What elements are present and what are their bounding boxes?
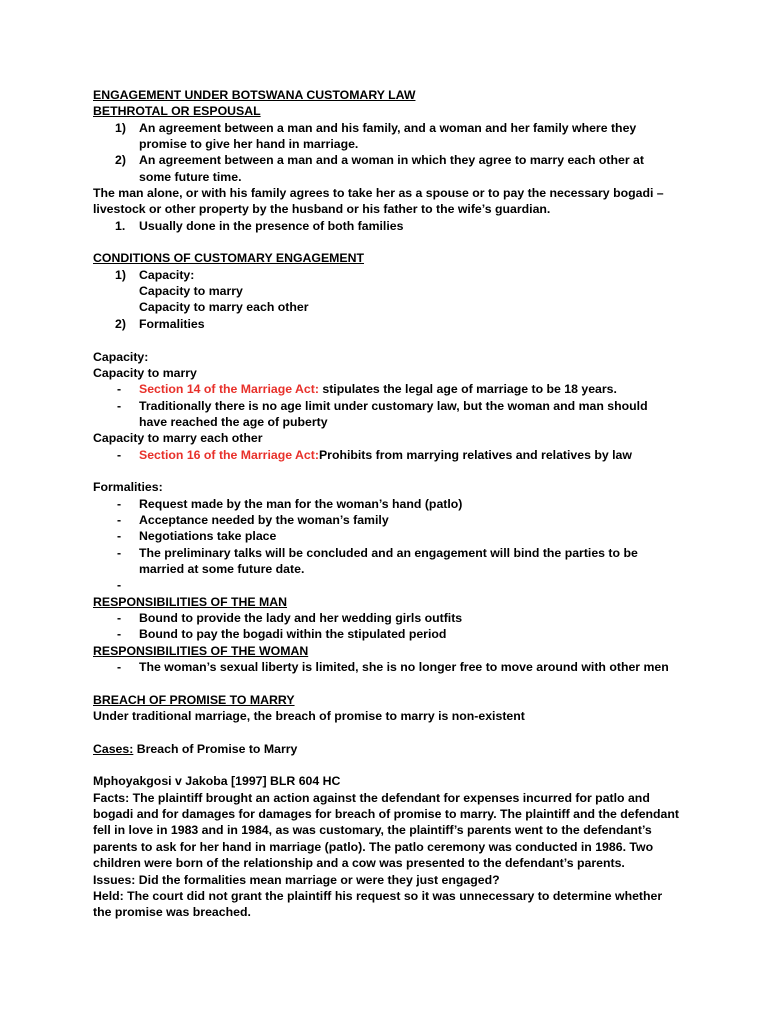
- dash-bullet: -: [117, 496, 122, 511]
- list-item: [0, 152, 768, 168]
- list-item-text: An agreement between a man and his family, and a woman and her family where they: [139, 120, 637, 135]
- blank-line: [0, 332, 768, 348]
- case-facts-line: Facts: The plaintiff brought an action against the defendant for expenses incurred for patlo and: [93, 790, 650, 805]
- bullet-item: [0, 381, 768, 397]
- betrothal-heading: BETHROTAL OR ESPOUSAL: [93, 104, 261, 119]
- dash-bullet: -: [117, 447, 122, 462]
- bullet-item: [0, 659, 768, 675]
- bullet-text: The preliminary talks will be concluded and an engagement will bind the parties to be: [139, 545, 638, 560]
- cases-label: Cases:: [93, 741, 134, 756]
- bullet-text: The woman’s sexual liberty is limited, she is no longer free to move around with other men: [139, 660, 669, 675]
- capacity-subheading: Capacity to marry: [93, 365, 197, 380]
- dash-bullet: -: [117, 512, 122, 527]
- conditions-heading: CONDITIONS OF CUSTOMARY ENGAGEMENT: [93, 251, 364, 266]
- empty-bullet: [0, 577, 768, 593]
- list-number: 1.: [115, 218, 126, 233]
- list-item: [0, 218, 768, 234]
- list-number: 2): [115, 316, 126, 331]
- document-title: ENGAGEMENT UNDER BOTSWANA CUSTOMARY LAW: [93, 88, 416, 102]
- bullet-item: [0, 528, 768, 544]
- case-name: Mphoyakgosi v Jakoba [1997] BLR 604 HC: [93, 774, 341, 789]
- list-number: 1): [115, 267, 126, 282]
- blank-line: [0, 463, 768, 479]
- list-item: [0, 120, 768, 136]
- list-item-text: Formalities: [139, 316, 205, 331]
- blank-line: [0, 724, 768, 740]
- blank-line: [0, 757, 768, 773]
- bullet-text: Traditionally there is no age limit under customary law, but the woman and man should: [139, 398, 648, 413]
- bullet-item: [0, 626, 768, 642]
- case-facts-line: fell in love in 1983 and in 1984, as was customary, the plaintiff’s parents went to the defendant’s: [93, 823, 652, 838]
- dash-bullet: -: [117, 382, 122, 397]
- bullet-item: [0, 496, 768, 512]
- list-item-text: An agreement between a man and a woman in which they agree to marry each other at: [139, 153, 644, 168]
- list-number: 1): [115, 120, 126, 135]
- bullet-text: Bound to provide the lady and her wedding girls outfits: [139, 611, 463, 625]
- formalities-heading: Formalities:: [93, 480, 163, 495]
- breach-text: Under traditional marriage, the breach of promise to marry is non-existent: [93, 709, 525, 724]
- sub-item: Capacity to marry: [139, 284, 243, 299]
- dash-bullet: -: [117, 529, 122, 544]
- list-item-continuation: promise to give her hand in marriage.: [139, 137, 359, 152]
- blank-line: [0, 234, 768, 250]
- sub-item: Capacity to marry each other: [139, 300, 309, 315]
- dash-bullet: -: [117, 398, 122, 413]
- bullet-text: Bound to pay the bogadi within the stipulated period: [139, 627, 447, 642]
- dash-bullet: -: [117, 611, 122, 625]
- statute-reference: Section 14 of the Marriage Act:: [139, 382, 319, 397]
- breach-heading: BREACH OF PROMISE TO MARRY: [93, 692, 295, 707]
- bullet-item: [0, 545, 768, 561]
- case-facts-line: children were born of the relationship and a cow was presented to the defendant’s parents.: [93, 856, 625, 871]
- case-held-line: the promise was breached.: [93, 905, 251, 920]
- case-facts-line: parents to ask for her hand in marriage (patlo). The patlo ceremony was conducted in 1986. Two: [93, 839, 654, 854]
- dash-bullet: -: [117, 660, 122, 675]
- bullet-item: [0, 512, 768, 528]
- woman-responsibilities-heading: RESPONSIBILITIES OF THE WOMAN: [93, 643, 309, 658]
- bullet-item: [0, 610, 768, 626]
- case-facts-line: bogadi and for damages for damages for breach of promise to marry. The plaintiff and the defendant: [93, 807, 680, 822]
- list-item-text: Usually done in the presence of both families: [139, 218, 404, 233]
- paragraph-line: The man alone, or with his family agrees to take her as a spouse or to pay the necessary bogadi –: [93, 186, 664, 201]
- list-item: [0, 316, 768, 332]
- list-number: 2): [115, 153, 126, 168]
- dash-bullet: -: [117, 578, 122, 593]
- cases-line: [0, 741, 768, 757]
- bullet-text: Request made by the man for the woman’s hand (patlo): [139, 496, 463, 511]
- case-held-line: Held: The court did not grant the plaintiff his request so it was unnecessary to determine whether: [93, 888, 663, 903]
- bullet-continuation: married at some future date.: [139, 561, 305, 576]
- list-item-continuation: some future time.: [139, 169, 242, 184]
- dash-bullet: -: [117, 627, 122, 642]
- bullet-item: [0, 398, 768, 414]
- bullet-text: Prohibits from marrying relatives and relatives by law: [318, 447, 632, 462]
- list-item: [0, 267, 768, 283]
- bullet-item: [0, 447, 768, 463]
- man-responsibilities-heading: RESPONSIBILITIES OF THE MAN: [93, 594, 288, 609]
- capacity-subheading: Capacity to marry each other: [93, 431, 263, 446]
- case-issues: Issues: Did the formalities mean marriage or were they just engaged?: [93, 872, 500, 887]
- blank-line: [0, 675, 768, 691]
- statute-reference: Section 16 of the Marriage Act:: [139, 447, 319, 462]
- bullet-text: stipulates the legal age of marriage to be 18 years.: [318, 382, 617, 397]
- capacity-heading: Capacity:: [93, 349, 149, 364]
- bullet-continuation: have reached the age of puberty: [139, 414, 328, 429]
- bullet-text: Negotiations take place: [139, 529, 277, 544]
- cases-text: Breach of Promise to Marry: [133, 741, 298, 756]
- paragraph-line: livestock or other property by the husband or his father to the wife’s guardian.: [93, 202, 551, 217]
- list-item-text: Capacity:: [139, 267, 195, 282]
- dash-bullet: -: [117, 545, 122, 560]
- bullet-text: Acceptance needed by the woman’s family: [139, 512, 389, 527]
